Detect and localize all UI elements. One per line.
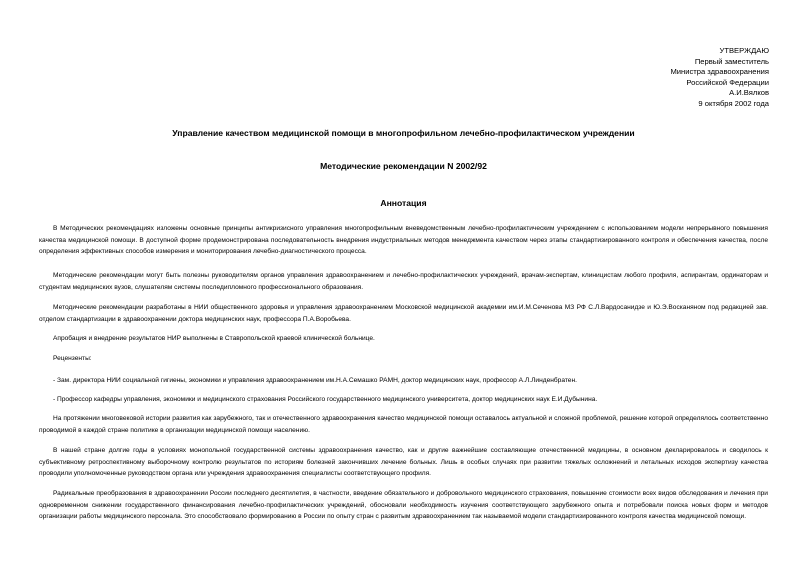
paragraph: - Зам. директора НИИ социальной гигиены, экономики и управления здравоохранением им.Н.А.Семашко РАМН, доктор медицинских наук, профессор А.Л.Линденбратен. bbox=[53, 377, 577, 384]
approval-line: Министра здравоохранения bbox=[670, 67, 769, 77]
paragraph: Методические рекомендации могут быть полезны руководителям органов управления здравоохранением и лечебно-профилактических учреждений, врачам-экспертам, клиницистам любого профиля, аспирантам, ординаторам и студентам медицинских вузов, слушателям системы последипломного профессионального образования. bbox=[39, 272, 768, 291]
document-title: Управление качеством медицинской помощи в многопрофильном лечебно-профилактическом учреждении bbox=[172, 128, 635, 138]
paragraph: Апробация и внедрение результатов НИР выполнены в Ставропольской краевой клинической больнице. bbox=[53, 335, 375, 342]
paragraph: В Методических рекомендациях изложены основные принципы антикризисного управления многопрофильным вневедомственным лечебно-профилактическим учреждением с использованием модели непрерывного повышения качества медицинской помощи. В доступной форме продемонстрирована последовательность внедрения индустриальных методов менеджмента качеством через этапы стандартизированного контроля и обеспечения качества, после определения эффективных способов измерения и мониторирования лечебно-диагностического процесса. bbox=[39, 225, 768, 256]
paragraph: На протяжении многовековой истории развития как зарубежного, так и отечественного здравоохранения качество медицинской помощи оставалось актуальной и сложной проблемой, решение которой определялось соответственно проводимой в каждой стране политике в организации медицинской помощи населению. bbox=[39, 415, 768, 434]
paragraph: В нашей стране долгие годы в условиях монопольной государственной системы здравоохранения качество, как и другие важнейшие составляющие отечественной медицины, в основном декларировалось и сводилось к субъективному ретроспективному выборочному контролю результатов по историям болезней закончивших лечение больных. Лишь в особых случаях при развитии тяжелых осложнений и летальных исходов экспертизу качества проводили уполномоченные руководством органа или учреждения здравоохранения специалисты соответствующего профиля. bbox=[39, 447, 768, 478]
approval-line: Российской Федерации bbox=[686, 77, 769, 87]
approval-line: 9 октября 2002 года bbox=[698, 98, 769, 108]
approval-line: УТВЕРЖДАЮ bbox=[719, 46, 769, 55]
paragraph: - Профессор кафедры управления, экономики и медицинского страхования Российского государственного медицинского университета, доктор медицинских наук Е.И.Дубынина. bbox=[53, 396, 598, 403]
annotation-heading: Аннотация bbox=[380, 198, 427, 208]
approval-block bbox=[670, 46, 769, 110]
approval-line: Первый заместитель bbox=[694, 56, 769, 66]
paragraph: Радикальные преобразования в здравоохранении России последнего десятилетия, в частности, введение обязательного и добровольного медицинского страхования, повышение стоимости всех видов обследования и лечения при одновременном снижении государственного финансирования лечебно-профилактических учреждений, обосновали необходимость изучения соответствующего зарубежного опыта и потребовали поиска новых форм и методов организации работы медицинского персонала. Это способствовало формированию в России по опыту стран с развитым здравоохранением так называемой модели стандартизированного контроля качества медицинской помощи. bbox=[39, 490, 768, 521]
approval-line: А.И.Вялков bbox=[729, 88, 769, 98]
paragraph: Методические рекомендации разработаны в НИИ общественного здоровья и управления здравоохранением Московской медицинской академии им.И.М.Сеченова МЗ РФ С.Л.Вардосанидзе и Ю.Э.Восканяном под редакцией зав. отделом стандартизации в здравоохранении доктора медицинских наук, профессора П.А.Воробьева. bbox=[39, 304, 768, 323]
paragraph: Рецензенты: bbox=[53, 355, 92, 362]
document-subtitle: Методические рекомендации N 2002/92 bbox=[320, 161, 487, 171]
